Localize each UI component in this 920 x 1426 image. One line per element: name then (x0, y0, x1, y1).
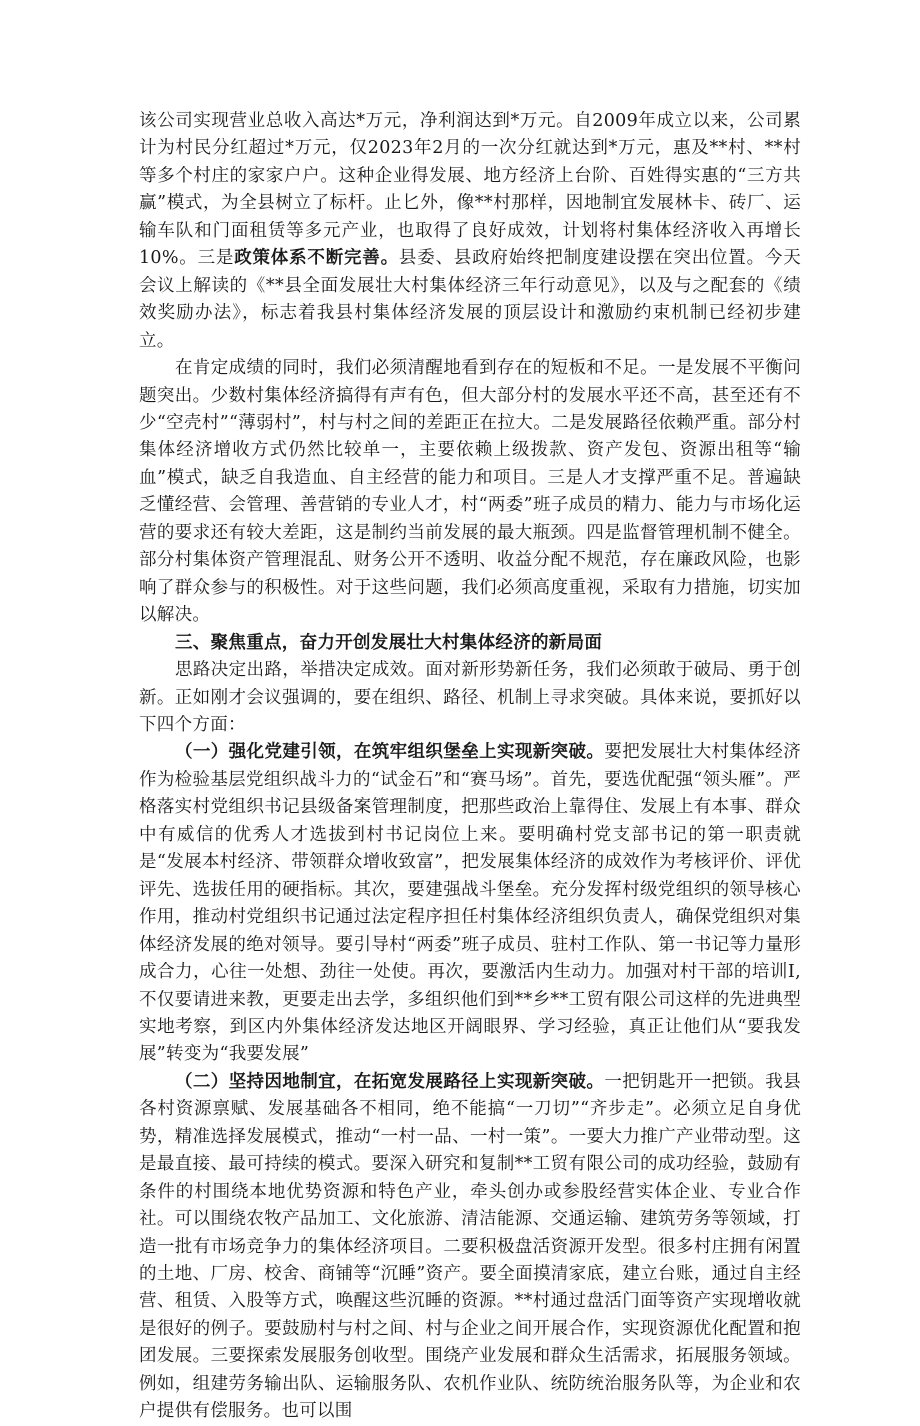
paragraph-text: 一把钥匙开一把锁。我县各村资源禀赋、发展基础各不相同，绝不能搞“一刀切”“齐步走”。必须立足自身优势，精准选择发展模式，推动“一村一品、一村一策”。一要大力推广产业带动型。这是最直接、最可持续的模式。要深入研究和复制**工贸有限公司的成功经验，鼓励有条件的村围绕本地优势资源和特色产业，牵头创办或参股经营实体企业、专业合作社。可以围绕农牧产品加工、文化旅游、清洁能源、交通运输、建筑劳务等领域，打造一批有市场竞争力的集体经济项目。二要积极盘活资源开发型。很多村庄拥有闲置的土地、厂房、校舍、商铺等“沉睡”资产。要全面摸清家底，建立台账，通过自主经营、租赁、入股等方式，唤醒这些沉睡的资源。**村通过盘活门面等资产实现增收就是很好的例子。要鼓励村与村之间、村与企业之间开展合作，实现资源优化配置和抱团发展。三要探索发展服务创收型。围绕产业发展和群众生活需求，拓展服务领域。例如，组建劳务输出队、运输服务队、农机作业队、统防统治服务队等，为企业和农户提供有偿服务。也可以围 (139, 1071, 801, 1422)
paragraph-text: 要把发展壮大村集体经济作为检验基层党组织战斗力的“试金石”和“赛马场”。首先，要选优配强“领头雁”。严格落实村党组织书记县级备案管理制度，把那些政治上靠得住、发展上有本事、群众中有威信的优秀人才选拔到村书记岗位上来。要明确村党支部书记的第一职责就是“发展本村经济、带领群众增收致富”，把发展集体经济的成效作为考核评价、评优评先、选拔任用的硬指标。其次，要建强战斗堡垒。充分发挥村级党组织的领导核心作用，推动村党组织书记通过法定程序担任村集体经济组织负责人，确保党组织对集体经济发展的绝对领导。要引导村“两委”班子成员、驻村工作队、第一书记等力量形成合力，心往一处想、劲往一处使。再次，要激活内生动力。加强对村干部的培训I,不仅要请进来教，更要走出去学，多组织他们到**乡**工贸有限公司这样的先进典型实地考察，到区内外集体经济发达地区开阔眼界、学习经验，真正让他们从“要我发展”转变为“我要发展” (139, 742, 801, 1065)
subheading-one: （一）强化党建引领，在筑牢组织堡垒上实现新突破。 (175, 742, 605, 763)
paragraph-local-conditions (139, 1069, 801, 1426)
paragraph-party-building (139, 739, 801, 1068)
bold-phrase: 政策体系不断完善。 (234, 248, 399, 269)
subheading-two: （二）坚持因地制宜，在拓宽发展路径上实现新突破。 (175, 1071, 605, 1092)
paragraph-intro: 思路决定出路，举措决定成效。面对新形势新任务，我们必须敢于破局、勇于创新。正如刚才会议强调的，要在组织、路径、机制上寻求突破。具体来说，要抓好以下四个方面： (139, 660, 801, 735)
paragraph-text: 该公司实现营业总收入高达*万元，净利润达到*万元。自2009年成立以来，公司累计为村民分红超过*万元，仅2023年2月的一次分红就达到*万元，惠及**村、**村等多个村庄的家家户户。这种企业得发展、地方经济上台阶、百姓得实惠的“三方共赢”模式，为全县树立了标杆。止匕外，像**村那样，因地制宜发展林卡、砖厂、运输车队和门面租赁等多元产业，也取得了良好成效，计划将村集体经济收入再增长10%。三是 (139, 111, 801, 269)
paragraph-achievements (139, 108, 801, 355)
section-heading-three: 三、聚焦重点，奋力开创发展壮大村集体经济的新局面 (175, 632, 603, 653)
paragraph-shortcomings: 在肯定成绩的同时，我们必须清醒地看到存在的短板和不足。一是发展不平衡问题突出。少数村集体经济搞得有声有色，但大部分村的发展水平还不高，甚至还有不少“空壳村”“薄弱村”，村与村之间的差距正在拉大。二是发展路径依赖严重。部分村集体经济增收方式仍然比较单一，主要依赖上级拨款、资产发包、资源出租等“输血”模式，缺乏自我造血、自主经营的能力和项目。三是人才支撑严重不足。普遍缺乏懂经营、会管理、善营销的专业人才，村“两委”班子成员的精力、能力与市场化运营的要求还有较大差距，这是制约当前发展的最大瓶颈。四是监督管理机制不健全。部分村集体资产管理混乱、财务公开不透明、收益分配不规范，存在廉政风险，也影响了群众参与的积极性。对于这些问题，我们必须高度重视，采取有力措施，切实加以解决。 (139, 358, 801, 626)
document-page (139, 108, 801, 1426)
paragraph-text: 县委、县政府始终把制度建设摆在突出位置。今天会议上解读的《**县全面发展壮大村集体经济三年行动意见》，以及与之配套的《绩效奖励办法》，标志着我县村集体经济发展的顶层设计和激励约束机制已经初步建立。 (139, 248, 801, 351)
